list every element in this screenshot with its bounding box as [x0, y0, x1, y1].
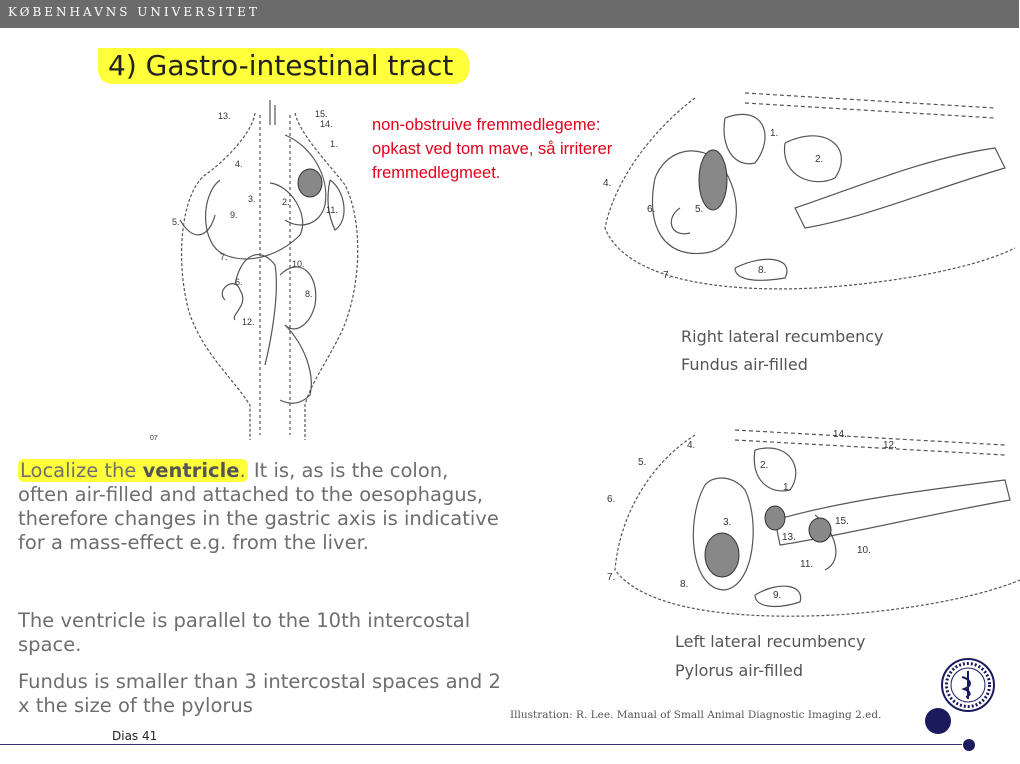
fig-label: 13.	[218, 111, 231, 121]
figure-right-lateral	[595, 88, 1015, 298]
fig-label: 12.	[883, 440, 897, 451]
fig-label: 5.	[172, 217, 180, 227]
fig-label: 4.	[687, 440, 696, 451]
header-bar	[0, 0, 1019, 28]
paragraph-fundus: Fundus is smaller than 3 intercostal spaces and 2 x the size of the pylorus	[18, 670, 501, 717]
fig-label: 13.	[782, 532, 796, 543]
fig-label: 14.	[320, 119, 333, 129]
fig-label: 3.	[248, 194, 256, 204]
fig-label: 2.	[815, 154, 824, 165]
fig-label: 7.	[607, 572, 616, 583]
fig-label: 1.	[783, 482, 792, 493]
fig-label: 6.	[607, 494, 616, 505]
paragraph-intercostal: The ventricle is parallel to the 10th intercostal space.	[18, 609, 471, 656]
fig-label: 1.	[770, 128, 779, 139]
university-seal-logo	[940, 657, 996, 713]
fig-label: 1.	[330, 139, 338, 149]
caption-left-lateral: Left lateral recumbency Pylorus air-filled	[675, 632, 866, 680]
note-text: non-obstruive fremmedlegeme: opkast ved tom mave, så irriterer fremmedlegmeet.	[372, 116, 613, 182]
fig-label: 4.	[235, 159, 243, 169]
fig-label: 12.	[242, 317, 255, 327]
fig-label: 7.	[220, 252, 228, 262]
fig-label: 15.	[835, 516, 849, 527]
fig-code: 07	[150, 435, 158, 442]
fig-label: 10.	[857, 545, 871, 556]
paragraph-ventricle: Localize the ventricle. It is, as is the colon, often air-filled and attached to the oesophagus, therefore changes in the gastric axis is indicative for a mass-effect e.g. from the liver.	[18, 459, 499, 554]
fig-label: 11.	[326, 205, 338, 215]
fig-label: 11.	[800, 559, 814, 570]
fig-label: 8.	[305, 289, 313, 299]
fig-label: 4.	[603, 178, 612, 189]
fig-label: 2.	[282, 197, 290, 207]
slide-number: Dias 41	[112, 729, 158, 743]
fig-label: 14.	[833, 429, 847, 440]
footer-rule	[0, 744, 962, 745]
fig-label: 8.	[758, 265, 767, 276]
fig-label: 3.	[723, 517, 732, 528]
fig-label: 5.	[695, 204, 704, 215]
fig-label: 5.	[638, 457, 647, 468]
fig-label: 10.	[292, 259, 305, 269]
fig-label: 6.	[647, 204, 656, 215]
decorative-dot-small	[963, 739, 975, 751]
decorative-dot-large	[925, 708, 951, 734]
university-name: KØBENHAVNS UNIVERSITET	[8, 5, 260, 19]
caption-right-lateral: Right lateral recumbency Fundus air-filled	[681, 327, 884, 374]
fig-label: 2.	[760, 460, 769, 471]
slide-title: 4) Gastro-intestinal tract	[98, 48, 469, 84]
fig-label: 7.	[663, 270, 672, 281]
fig-label: 9.	[230, 210, 238, 220]
fig-label: 15.	[315, 109, 328, 119]
highlight-localize: Localize the ventricle.	[20, 459, 246, 482]
illustration-credit: Illustration: R. Lee. Manual of Small Animal Diagnostic Imaging 2.ed.	[510, 709, 882, 721]
fig-label: 8.	[680, 579, 689, 590]
fig-label: 6.	[235, 277, 243, 287]
fig-label: 9.	[773, 590, 782, 601]
figure-left-lateral	[605, 420, 1020, 625]
figure-ventrodorsal	[150, 105, 400, 445]
